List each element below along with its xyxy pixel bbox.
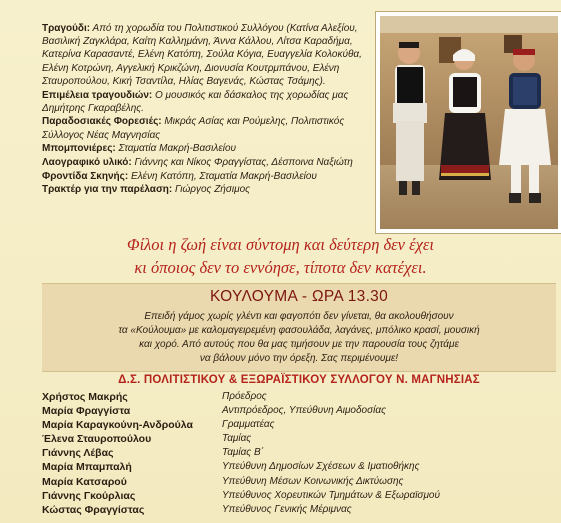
member-role: Υπεύθυνος Χορευτικών Τμημάτων & Εξωραϊσμού <box>222 489 440 501</box>
credit-text: Γιώργος Ζήσιμος <box>175 184 251 196</box>
member-name: Γιάννης Λέβας <box>42 447 114 460</box>
poem-line: κι όποιος δεν το εννόησε, τίποτα δεν κατέχει. <box>134 258 427 277</box>
koulouma-text <box>50 310 548 366</box>
member-name: Έλενα Σταυροπούλου <box>42 433 152 446</box>
credit-label: Μπομπονιέρες: <box>42 143 116 155</box>
koulouma-line: και χορό. Από αυτούς που θα μας τιμήσουν με την παρουσία τους ζητάμε <box>139 339 459 350</box>
credit-label: Επιμέλεια τραγουδιών: <box>42 89 153 101</box>
credit-text: Σταματία Μακρή-Βασιλείου <box>118 143 236 155</box>
member-role: Πρόεδρος <box>222 391 267 402</box>
koulouma-line: να βάλουν μόνο την όρεξη. Σας περιμένουμε! <box>199 353 399 364</box>
member-role: Υπεύθυνη Μέσων Κοινωνικής Δικτύωσης <box>222 475 404 487</box>
member-name: Μαρία Φραγγίστα <box>42 405 131 418</box>
board-members <box>42 391 556 518</box>
credit-label: Φροντίδα Σκηνής: <box>42 170 129 182</box>
credit-text: Μικράς Ασίας και Ρούμελης, Πολιτιστικός Σύλλογος Νέας Μαγνησίας <box>42 116 345 141</box>
member-role: Υπεύθυνη Δημοσίων Σχέσεων & Ιματιοθήκης <box>222 461 420 473</box>
member-role: Υπεύθυνος Γενικής Μέριμνας <box>222 503 352 515</box>
member-role: Αντιπρόεδρος, Υπεύθυνη Αιμοδοσίας <box>222 405 386 417</box>
credit-line <box>42 183 372 196</box>
credit-line <box>42 89 372 115</box>
member-role: Ταμίας <box>222 433 252 445</box>
member-role: Ταμίας Β΄ <box>222 447 264 459</box>
credit-label: Τρακτέρ για την παρέλαση: <box>42 184 173 196</box>
credit-text: Ελένη Κατόπη, Σταματία Μακρή-Βασιλείου <box>130 170 317 182</box>
member-name: Γιάννης Γκούρλιας <box>42 489 136 502</box>
board-row <box>42 405 556 419</box>
board-title: Δ.Σ. ΠΟΛΙΤΙΣΤΙΚΟΥ & ΕΞΩΡΑΪΣΤΙΚΟΥ ΣΥΛΛΟΓΟΥ Ν. ΜΑΓΝΗΣΙΑΣ <box>118 374 480 386</box>
koulouma-line: Επειδή γάμος χωρίς γλέντι και φαγοπότι δεν γίνεται, θα ακολουθήσουν <box>144 311 454 322</box>
board-row <box>42 433 556 447</box>
board-row <box>42 461 556 475</box>
credits-block <box>42 22 372 197</box>
credit-label: Λαογραφικό υλικό: <box>42 157 132 169</box>
koulouma-line: τα «Κούλουμα» με καλομαγειρεμένη φασουλάδα, λαγάνες, μπόλικο κρασί, μουσική <box>118 325 480 336</box>
credit-text: Από τη χορωδία του Πολιτιστικού Συλλόγου (Κατίνα Αλεξίου, Βασιλική Ζαγκλάρα, Καίτη Καλλημάνη, Άννα Κάλλου, Λίτσα Καραδήμα, Κατερίνα Καρασαντέ, Ελένη Κατόπη, Σούλα Κόγια, Ευαγγελία Κολοκύθα, Ελένη Κοτρώνη, Αγγελική Κρικζώνη, Διονυσία Κουτρμπάνου, Ελένη Σταυροπούλου, Κική Τσαντίλα, Ηλίας Βαγενάς, Κώστας Τσάμης). <box>42 23 362 87</box>
credit-line <box>42 22 372 88</box>
member-name: Μαρία Καραγκούνη-Ανδρούλα <box>42 419 193 432</box>
credit-line <box>42 156 372 169</box>
board-row <box>42 476 556 490</box>
member-name: Χρήστος Μακρής <box>42 391 128 403</box>
credit-line <box>42 115 372 141</box>
board-row <box>42 419 556 433</box>
credit-text: Ο μουσικός και δάσκαλος της χορωδίας μας Δημήτρης Γκαραβέλης. <box>42 89 349 114</box>
board-row <box>42 447 556 461</box>
credit-label: Παραδοσιακές Φορεσιές: <box>42 116 162 128</box>
credit-label: Τραγούδι: <box>42 23 91 34</box>
member-name: Κώστας Φραγγίστας <box>42 503 145 516</box>
poem-line: Φίλοι η ζωή είναι σύντομη και δεύτερη δεν έχει <box>127 235 434 254</box>
board-row <box>42 391 556 405</box>
member-name: Μαρία Κατσαρού <box>42 475 127 488</box>
credit-line <box>42 142 372 155</box>
board-row <box>42 490 556 504</box>
member-name: Μαρία Μπαμπαλή <box>42 461 132 474</box>
member-role: Γραμματέας <box>222 419 275 431</box>
photo-illustration <box>379 15 559 230</box>
board-row <box>42 504 556 518</box>
koulouma-title: ΚΟΥΛΟΥΜΑ - ΩΡΑ 13.30 <box>209 288 389 305</box>
poem <box>0 233 561 279</box>
credit-line <box>42 170 372 183</box>
costume-photo <box>376 12 561 233</box>
koulouma-band <box>42 283 556 372</box>
credit-text: Γιάννης και Νίκος Φραγγίστας, Δέσποινα Ναξιώτη <box>134 157 353 169</box>
